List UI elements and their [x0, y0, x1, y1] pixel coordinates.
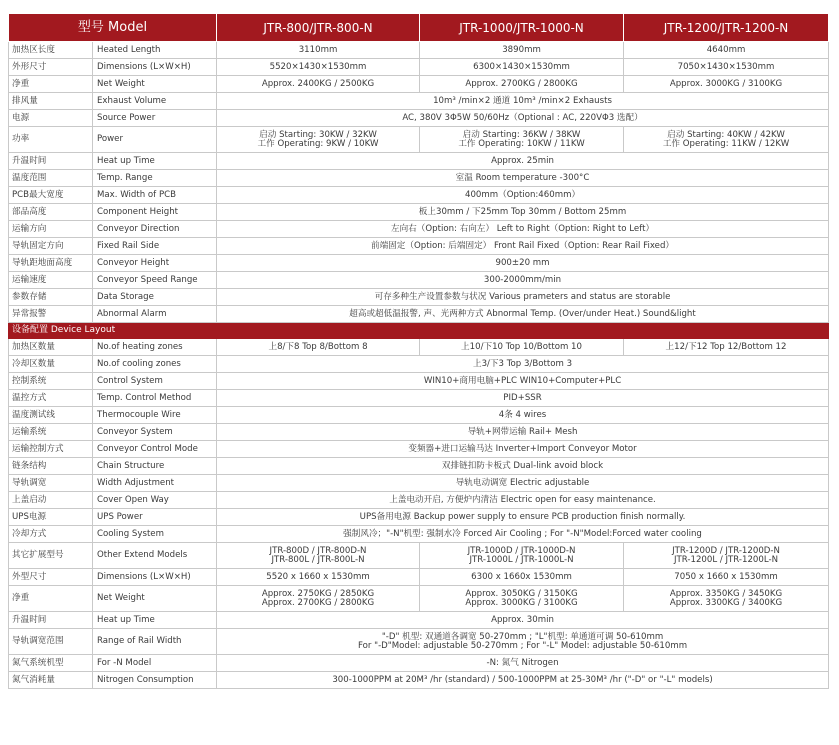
- spec-row: [9, 509, 829, 526]
- model-header-800: JTR-800/JTR-800-N: [217, 14, 420, 42]
- row-label-en: Chain Structure: [93, 458, 217, 475]
- row-label-en: Max. Width of PCB: [93, 187, 217, 204]
- model-label-header: 型号 Model: [9, 14, 217, 42]
- spec-row: [9, 356, 829, 373]
- spec-cell-line: 启动 Starting: 36KW / 38KW: [462, 129, 581, 140]
- spec-cell: 3110mm: [217, 42, 420, 59]
- section-row: [9, 323, 829, 339]
- row-label-en: For -N Model: [93, 655, 217, 672]
- spec-span-cell: 强制风冷；"-N"机型: 强制水冷 Forced Air Cooling ; For "-N"Model:Forced water cooling: [217, 526, 829, 543]
- spec-span-cell: 300-1000PPM at 20M³ /hr (standard) / 500-1000PPM at 25-30M³ /hr ("-D" or "-L" models): [217, 672, 829, 689]
- row-label-en: Heat up Time: [93, 612, 217, 629]
- spec-cell-line: JTR-1000D / JTR-1000D-N: [467, 545, 576, 556]
- spec-row: [9, 441, 829, 458]
- spec-span-cell: [217, 629, 829, 655]
- row-label-zh: 温度测试线: [9, 407, 93, 424]
- spec-span-cell: 双排链扣防卡板式 Dual-link avoid block: [217, 458, 829, 475]
- spec-body: [9, 42, 829, 689]
- spec-cell-line: Approx. 3300KG / 3400KG: [669, 597, 783, 608]
- spec-row: [9, 221, 829, 238]
- spec-cell-line: 启动 Starting: 30KW / 32KW: [259, 129, 377, 140]
- spec-span-cell: 400mm（Option:460mm）: [217, 187, 829, 204]
- spec-cell: [420, 543, 624, 569]
- spec-span-cell: UPS备用电源 Backup power supply to ensure PCB production finish normally.: [217, 509, 829, 526]
- spec-row: [9, 569, 829, 586]
- row-label-en: Power: [93, 127, 217, 153]
- spec-cell-line: For "-D"Model: adjustable 50-270mm ; For "-L" Model: adjustable 50-610mm: [357, 640, 688, 651]
- row-label-en: No.of cooling zones: [93, 356, 217, 373]
- row-label-en: Data Storage: [93, 289, 217, 306]
- row-label-en: Conveyor Direction: [93, 221, 217, 238]
- row-label-zh: 冷却方式: [9, 526, 93, 543]
- spec-cell: 6300 x 1660x 1530mm: [420, 569, 624, 586]
- row-label-en: No.of heating zones: [93, 339, 217, 356]
- row-label-en: Source Power: [93, 110, 217, 127]
- spec-span-cell: 可存多种生产设置参数与状况 Various prameters and status are storable: [217, 289, 829, 306]
- spec-row: [9, 672, 829, 689]
- spec-cell-line: 工作 Operating: 9KW / 10KW: [257, 138, 379, 149]
- spec-cell: 3890mm: [420, 42, 624, 59]
- row-label-zh: 电源: [9, 110, 93, 127]
- spec-cell-line: JTR-1000L / JTR-1000L-N: [469, 554, 574, 565]
- spec-cell-line: JTR-1200L / JTR-1200L-N: [673, 554, 779, 565]
- spec-cell: Approx. 2400KG / 2500KG: [217, 76, 420, 93]
- spec-cell-line: Approx. 3000KG / 3100KG: [465, 597, 578, 608]
- row-label-en: Conveyor Control Mode: [93, 441, 217, 458]
- row-label-en: Conveyor System: [93, 424, 217, 441]
- spec-cell: Approx. 3000KG / 3100KG: [624, 76, 829, 93]
- spec-cell: 6300×1430×1530mm: [420, 59, 624, 76]
- row-label-en: Net Weight: [93, 76, 217, 93]
- row-label-en: Control System: [93, 373, 217, 390]
- row-label-en: Range of Rail Width: [93, 629, 217, 655]
- row-label-zh: 导轨调宽: [9, 475, 93, 492]
- row-label-en: Temp. Range: [93, 170, 217, 187]
- spec-span-cell: 300-2000mm/min: [217, 272, 829, 289]
- spec-row: [9, 204, 829, 221]
- spec-cell: 上10/下10 Top 10/Bottom 10: [420, 339, 624, 356]
- row-label-zh: 净重: [9, 586, 93, 612]
- spec-row: [9, 272, 829, 289]
- spec-span-cell: PID+SSR: [217, 390, 829, 407]
- spec-span-cell: 板上30mm / 下25mm Top 30mm / Bottom 25mm: [217, 204, 829, 221]
- row-label-en: Heat up Time: [93, 153, 217, 170]
- spec-cell-line: JTR-1200D / JTR-1200D-N: [672, 545, 780, 556]
- row-label-zh: 功率: [9, 127, 93, 153]
- spec-cell: Approx. 2700KG / 2800KG: [420, 76, 624, 93]
- row-label-zh: 参数存储: [9, 289, 93, 306]
- row-label-zh: 其它扩展型号: [9, 543, 93, 569]
- spec-cell: 4640mm: [624, 42, 829, 59]
- row-label-en: Conveyor Height: [93, 255, 217, 272]
- row-label-zh: 运输方向: [9, 221, 93, 238]
- spec-cell: 5520×1430×1530mm: [217, 59, 420, 76]
- row-label-zh: 温度范围: [9, 170, 93, 187]
- spec-span-cell: 前端固定（Option: 后端固定） Front Rail Fixed（Option: Rear Rail Fixed）: [217, 238, 829, 255]
- spec-row: [9, 339, 829, 356]
- spec-row: [9, 629, 829, 655]
- spec-cell: 7050×1430×1530mm: [624, 59, 829, 76]
- spec-cell-line: 工作 Operating: 11KW / 12KW: [662, 138, 790, 149]
- spec-cell-line: 启动 Starting: 40KW / 42KW: [667, 129, 785, 140]
- spec-row: [9, 76, 829, 93]
- spec-row: [9, 390, 829, 407]
- row-label-en: Net Weight: [93, 586, 217, 612]
- spec-cell: [217, 127, 420, 153]
- spec-span-cell: 导轨+网带运输 Rail+ Mesh: [217, 424, 829, 441]
- spec-row: [9, 458, 829, 475]
- row-label-zh: 排风量: [9, 93, 93, 110]
- spec-span-cell: 900±20 mm: [217, 255, 829, 272]
- spec-cell-line: Approx. 2700KG / 2800KG: [261, 597, 375, 608]
- spec-row: [9, 373, 829, 390]
- spec-span-cell: 超高或超低温报警, 声、光两种方式 Abnormal Temp. (Over/under Heat.) Sound&light: [217, 306, 829, 323]
- spec-span-cell: Approx. 30min: [217, 612, 829, 629]
- row-label-en: Thermocouple Wire: [93, 407, 217, 424]
- row-label-zh: 上盖启动: [9, 492, 93, 509]
- spec-cell-line: JTR-800D / JTR-800D-N: [269, 545, 367, 556]
- row-label-zh: 外形尺寸: [9, 59, 93, 76]
- row-label-zh: 导轨调宽范围: [9, 629, 93, 655]
- spec-span-cell: 上3/下3 Top 3/Bottom 3: [217, 356, 829, 373]
- spec-row: [9, 110, 829, 127]
- spec-row: [9, 238, 829, 255]
- row-label-zh: 氮气消耗量: [9, 672, 93, 689]
- spec-row: [9, 612, 829, 629]
- row-label-en: Cover Open Way: [93, 492, 217, 509]
- spec-cell: [624, 586, 829, 612]
- spec-cell-line: "-D" 机型: 双通道各调宽 50-270mm ; "L"机型: 单通道可调 50-610mm: [381, 631, 664, 642]
- spec-cell-line: JTR-800L / JTR-800L-N: [271, 554, 365, 565]
- model-header-1000: JTR-1000/JTR-1000-N: [420, 14, 624, 42]
- spec-row: [9, 586, 829, 612]
- spec-span-cell: AC, 380V 3Φ5W 50/60Hz（Optional : AC, 220VΦ3 选配）: [217, 110, 829, 127]
- spec-span-cell: 导轨电动调宽 Electric adjustable: [217, 475, 829, 492]
- spec-span-cell: 上盖电动开启, 方便炉内清洁 Electric open for easy maintenance.: [217, 492, 829, 509]
- spec-cell-line: Approx. 2750KG / 2850KG: [261, 588, 375, 599]
- spec-cell: 7050 x 1660 x 1530mm: [624, 569, 829, 586]
- spec-cell: [217, 586, 420, 612]
- row-label-en: Dimensions (L×W×H): [93, 569, 217, 586]
- row-label-zh: 加热区数量: [9, 339, 93, 356]
- spec-row: [9, 255, 829, 272]
- spec-cell-line: Approx. 3350KG / 3450KG: [669, 588, 783, 599]
- spec-span-cell: 变频器+进口运输马达 Inverter+Import Conveyor Motor: [217, 441, 829, 458]
- row-label-zh: 导轨固定方向: [9, 238, 93, 255]
- row-label-en: Width Adjustment: [93, 475, 217, 492]
- spec-row: [9, 655, 829, 672]
- row-label-en: Dimensions (L×W×H): [93, 59, 217, 76]
- row-label-en: Fixed Rail Side: [93, 238, 217, 255]
- row-label-zh: 升温时间: [9, 612, 93, 629]
- row-label-zh: 运输速度: [9, 272, 93, 289]
- row-label-zh: 控制系统: [9, 373, 93, 390]
- row-label-zh: 运输控制方式: [9, 441, 93, 458]
- row-label-en: Conveyor Speed Range: [93, 272, 217, 289]
- spec-row: [9, 127, 829, 153]
- spec-cell: [420, 586, 624, 612]
- spec-cell: 上12/下12 Top 12/Bottom 12: [624, 339, 829, 356]
- spec-row: [9, 42, 829, 59]
- spec-span-cell: WIN10+商用电脑+PLC WIN10+Computer+PLC: [217, 373, 829, 390]
- row-label-zh: UPS电源: [9, 509, 93, 526]
- spec-row: [9, 407, 829, 424]
- spec-cell: [217, 543, 420, 569]
- spec-span-cell: 10m³ /min×2 通道 10m³ /min×2 Exhausts: [217, 93, 829, 110]
- spec-table: [8, 13, 829, 689]
- row-label-zh: 冷却区数量: [9, 356, 93, 373]
- spec-row: [9, 526, 829, 543]
- row-label-zh: 氮气系统机型: [9, 655, 93, 672]
- row-label-en: Nitrogen Consumption: [93, 672, 217, 689]
- spec-cell: 上8/下8 Top 8/Bottom 8: [217, 339, 420, 356]
- row-label-en: Component Height: [93, 204, 217, 221]
- spec-row: [9, 153, 829, 170]
- spec-span-cell: -N: 氮气 Nitrogen: [217, 655, 829, 672]
- model-header-1200: JTR-1200/JTR-1200-N: [624, 14, 829, 42]
- spec-row: [9, 59, 829, 76]
- header-row: [9, 14, 829, 42]
- spec-row: [9, 93, 829, 110]
- spec-row: [9, 170, 829, 187]
- spec-cell: [624, 543, 829, 569]
- section-title: 设备配置 Device Layout: [9, 323, 829, 339]
- row-label-zh: 温控方式: [9, 390, 93, 407]
- spec-row: [9, 306, 829, 323]
- spec-cell-line: 工作 Operating: 10KW / 11KW: [458, 138, 585, 149]
- row-label-zh: 运输系统: [9, 424, 93, 441]
- row-label-zh: 链条结构: [9, 458, 93, 475]
- spec-row: [9, 187, 829, 204]
- row-label-zh: 部品高度: [9, 204, 93, 221]
- row-label-zh: 升温时间: [9, 153, 93, 170]
- row-label-en: Heated Length: [93, 42, 217, 59]
- row-label-zh: 净重: [9, 76, 93, 93]
- spec-row: [9, 289, 829, 306]
- spec-cell: [420, 127, 624, 153]
- spec-span-cell: 左向右（Option: 右向左） Left to Right（Option: Right to Left）: [217, 221, 829, 238]
- spec-cell: 5520 x 1660 x 1530mm: [217, 569, 420, 586]
- row-label-en: Other Extend Models: [93, 543, 217, 569]
- spec-span-cell: 4条 4 wires: [217, 407, 829, 424]
- spec-span-cell: Approx. 25min: [217, 153, 829, 170]
- spec-row: [9, 424, 829, 441]
- row-label-en: Abnormal Alarm: [93, 306, 217, 323]
- spec-cell: [624, 127, 829, 153]
- spec-cell-line: Approx. 3050KG / 3150KG: [465, 588, 578, 599]
- spec-row: [9, 543, 829, 569]
- row-label-en: Temp. Control Method: [93, 390, 217, 407]
- spec-span-cell: 室温 Room temperature -300°C: [217, 170, 829, 187]
- row-label-zh: 导轨距地面高度: [9, 255, 93, 272]
- row-label-en: Cooling System: [93, 526, 217, 543]
- row-label-en: Exhaust Volume: [93, 93, 217, 110]
- row-label-en: UPS Power: [93, 509, 217, 526]
- row-label-zh: 外型尺寸: [9, 569, 93, 586]
- spec-row: [9, 492, 829, 509]
- row-label-zh: 加热区长度: [9, 42, 93, 59]
- spec-row: [9, 475, 829, 492]
- row-label-zh: PCB最大宽度: [9, 187, 93, 204]
- row-label-zh: 异常报警: [9, 306, 93, 323]
